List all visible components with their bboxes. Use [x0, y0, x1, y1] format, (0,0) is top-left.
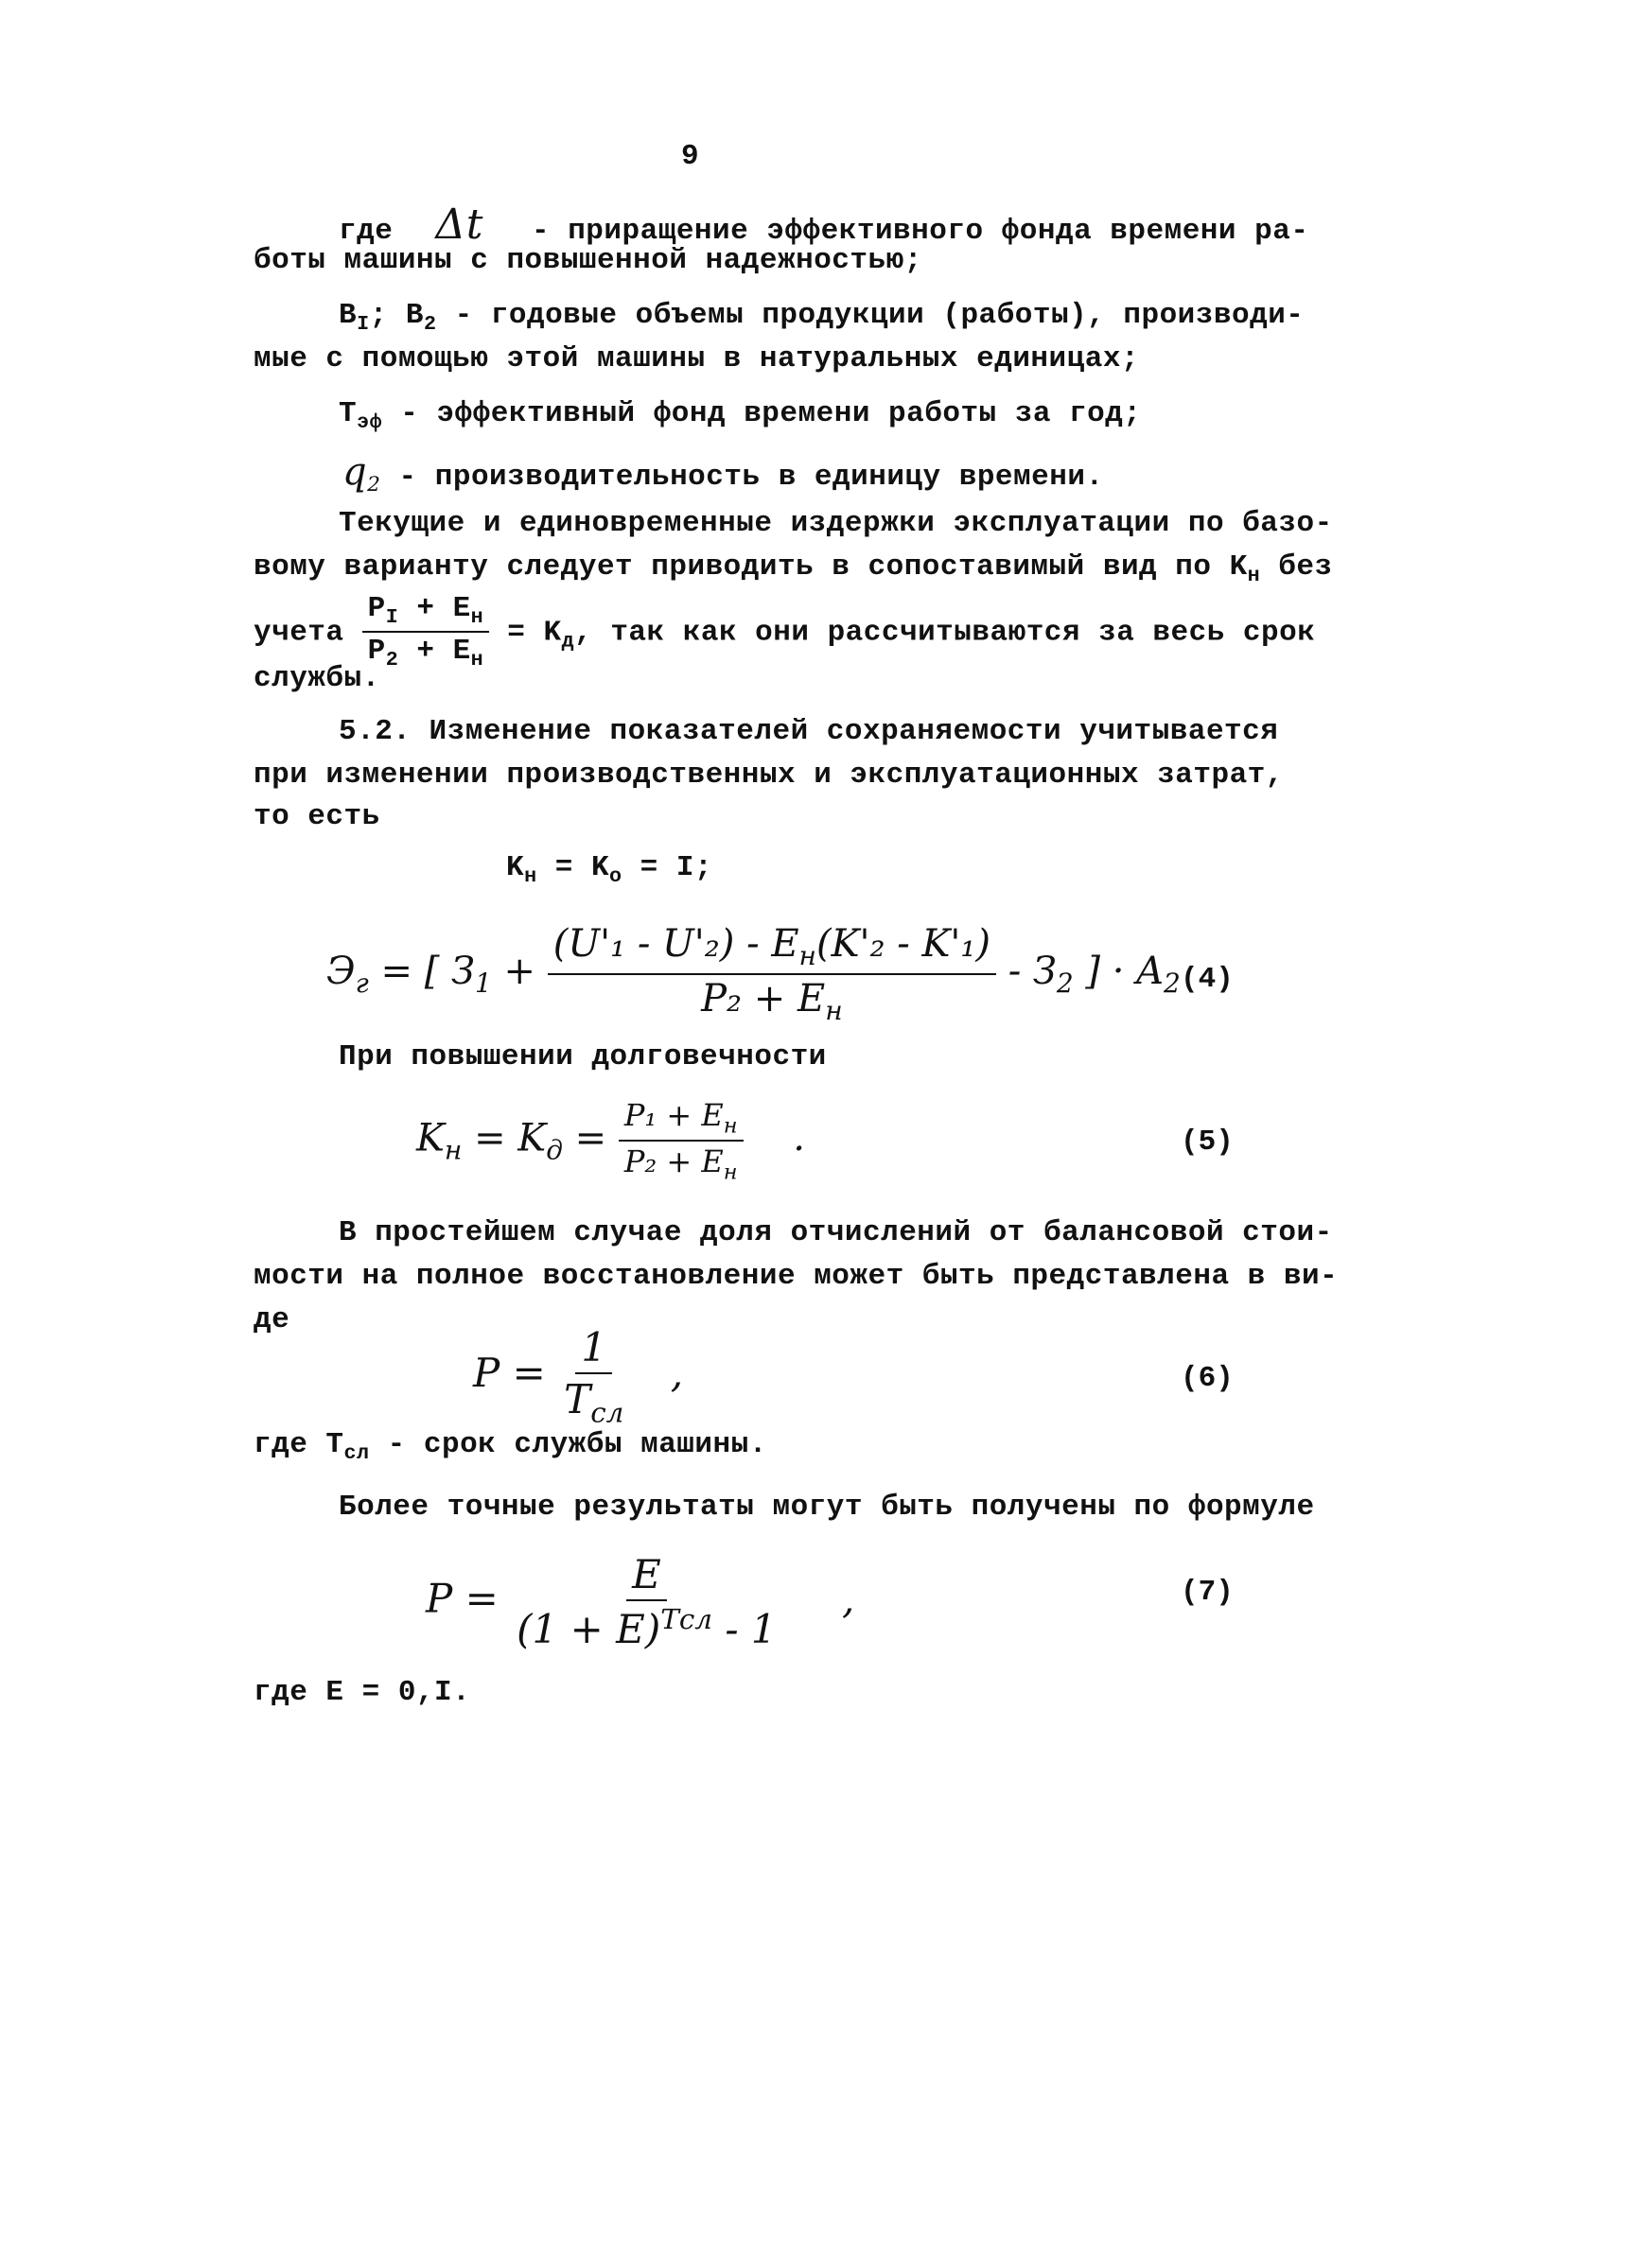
definition-delta-t — [339, 201, 1308, 249]
equation-number-7: (7) — [1181, 1576, 1234, 1609]
period: . — [793, 1116, 805, 1160]
q-subscript: 2 — [367, 473, 381, 497]
paragraph-simple-case-line2: мости на полное восстановление может быть представлена в ви- — [254, 1260, 1339, 1293]
p-lhs: P = — [473, 1350, 546, 1397]
t-subscript: сл — [590, 1396, 624, 1429]
equation-6 — [473, 1324, 683, 1428]
text-segment: вому варианту следует приводить в сопоставимый вид по K — [254, 550, 1248, 584]
equals-k: = K — [554, 851, 610, 884]
paragraph-simple-case-line1: В простейшем случае доля отчислений от балансовой стои- — [339, 1216, 1333, 1249]
fraction-numerator: E — [626, 1551, 667, 1601]
t-symbol: T — [339, 397, 358, 430]
fraction-numerator: 1 — [575, 1324, 612, 1374]
b2-subscript: 2 — [423, 312, 437, 337]
denominator-text: P₂ + E — [701, 977, 826, 1021]
definition-t-sl — [254, 1428, 767, 1465]
lhs-symbol: Э — [326, 950, 356, 993]
minus-one: - 1 — [725, 1606, 777, 1652]
fraction-denominator — [558, 1374, 629, 1428]
denominator-base: (1 + E) — [517, 1606, 661, 1652]
equals-k: = K — [507, 616, 562, 650]
q-symbol: q — [342, 450, 368, 494]
delta-t-symbol: Δt — [435, 201, 483, 249]
eq6-fraction — [558, 1324, 629, 1428]
b1-symbol: B — [339, 299, 358, 332]
z-subscript: 1 — [474, 968, 492, 999]
text-segment: учета — [254, 616, 344, 650]
numerator-text: P₁ + E — [623, 1097, 724, 1133]
definition-delta-t-cont: боты машины с повышенной надежностью; — [254, 244, 922, 277]
section-5-2-line2: при изменении производственных и эксплуатационных затрат, — [254, 759, 1284, 792]
e-subscript: н — [470, 648, 484, 672]
k-symbol: K — [416, 1116, 445, 1160]
lhs-subscript: г — [355, 968, 369, 999]
numerator-text: (U'₁ - U'₂) - E — [552, 922, 799, 966]
bracket-open: = [ З — [380, 950, 475, 993]
numerator-text: (K'₂ - K'₁) — [816, 922, 990, 966]
eq4-fraction — [548, 922, 996, 1026]
comma: , — [670, 1350, 684, 1397]
t-symbol: T — [564, 1376, 591, 1422]
p-subscript: 2 — [385, 648, 399, 672]
b1-subscript: I — [357, 312, 370, 337]
z-subscript: 2 — [1056, 968, 1074, 999]
definition-text: - годовые объемы продукции (работы), производи- — [454, 299, 1305, 332]
e-subscript: н — [723, 1113, 738, 1139]
definition-b-cont: мые с помощью этой машины в натуральных единицах; — [254, 342, 1140, 375]
a-subscript: 2 — [1164, 968, 1181, 999]
k-subscript: н — [524, 864, 537, 889]
paragraph-precise-formula: Более точные результаты могут быть получены по формуле — [339, 1491, 1315, 1524]
definition-text: - производительность в единицу времени. — [398, 461, 1104, 494]
equation-7 — [426, 1551, 854, 1652]
fraction-denominator — [362, 633, 490, 672]
definition-b1-b2 — [339, 299, 1304, 336]
k-symbol: K — [506, 851, 525, 884]
denominator-text: P₂ + E — [623, 1143, 724, 1180]
e-subscript: н — [470, 605, 484, 630]
plus-sign: + — [503, 950, 536, 993]
paragraph-costs-line3 — [254, 592, 1315, 672]
fraction-denominator — [511, 1601, 781, 1652]
p-lhs: P = — [426, 1575, 499, 1622]
paragraph-costs-line4: службы. — [254, 662, 380, 695]
definition-e-value: где E = 0,I. — [254, 1676, 471, 1709]
text-segment: , так как они рассчитываются за весь срок — [574, 616, 1316, 650]
fraction-numerator — [362, 592, 490, 633]
fraction-numerator — [619, 1097, 744, 1142]
fraction-numerator — [548, 922, 996, 975]
equation-number-4: (4) — [1181, 963, 1234, 996]
bracket-close: ] · A — [1085, 950, 1165, 993]
fraction-denominator — [619, 1142, 744, 1184]
eq5-fraction — [619, 1097, 744, 1185]
where-t: где T — [254, 1428, 344, 1461]
plus-e: + E — [416, 592, 471, 625]
ratio-fraction — [362, 592, 490, 672]
comma: , — [841, 1575, 855, 1622]
equation-number-6: (6) — [1181, 1362, 1234, 1395]
e-subscript: н — [825, 995, 843, 1026]
e-subscript: н — [723, 1160, 738, 1185]
k-subscript: о — [609, 864, 622, 889]
k-subscript: д — [561, 629, 575, 654]
equation-4 — [326, 922, 1181, 1026]
paragraph-durability: При повышении долговечности — [339, 1040, 827, 1073]
paragraph-costs-line1: Текущие и единовременные издержки эксплуатации по базо- — [339, 507, 1333, 540]
equation-kn-ko — [506, 851, 712, 888]
exponent: Тсл — [660, 1603, 712, 1635]
definition-text: - приращение эффективного фонда времени ра- — [532, 215, 1309, 248]
equals-k: = K — [474, 1116, 547, 1160]
equation-number-5: (5) — [1181, 1125, 1234, 1159]
paragraph-costs-line2 — [254, 550, 1333, 587]
minus-z: - З — [1008, 950, 1057, 993]
where-word: где — [339, 215, 394, 248]
p-subscript: I — [385, 605, 399, 630]
k-subscript: н — [444, 1134, 463, 1166]
eq7-fraction — [511, 1551, 781, 1652]
e-subscript: н — [798, 940, 816, 971]
k-subscript: д — [546, 1134, 563, 1166]
k-subscript: н — [1247, 564, 1261, 588]
equation-5 — [416, 1097, 805, 1185]
definition-text: - эффективный фонд времени работы за год; — [400, 397, 1142, 430]
paragraph-simple-case-line3: де — [254, 1303, 290, 1336]
fraction-denominator — [695, 975, 849, 1026]
plus-e: + E — [416, 635, 471, 669]
p-symbol: P — [367, 635, 386, 669]
text-segment: без — [1278, 550, 1333, 584]
equals-one: = I; — [640, 851, 713, 884]
section-5-2-line1: 5.2. Изменение показателей сохраняемости учитывается — [339, 715, 1279, 748]
p-symbol: P — [367, 592, 386, 625]
definition-text: - срок службы машины. — [387, 1428, 767, 1461]
b2-symbol: ; B — [369, 299, 424, 332]
page-number: 9 — [681, 140, 699, 173]
equals-sign: = — [574, 1116, 607, 1160]
definition-t-ef — [339, 397, 1141, 434]
section-5-2-line3: то есть — [254, 800, 380, 833]
definition-q2 — [342, 450, 1104, 497]
t-subscript: эф — [357, 410, 383, 435]
t-subscript: сл — [343, 1441, 370, 1466]
